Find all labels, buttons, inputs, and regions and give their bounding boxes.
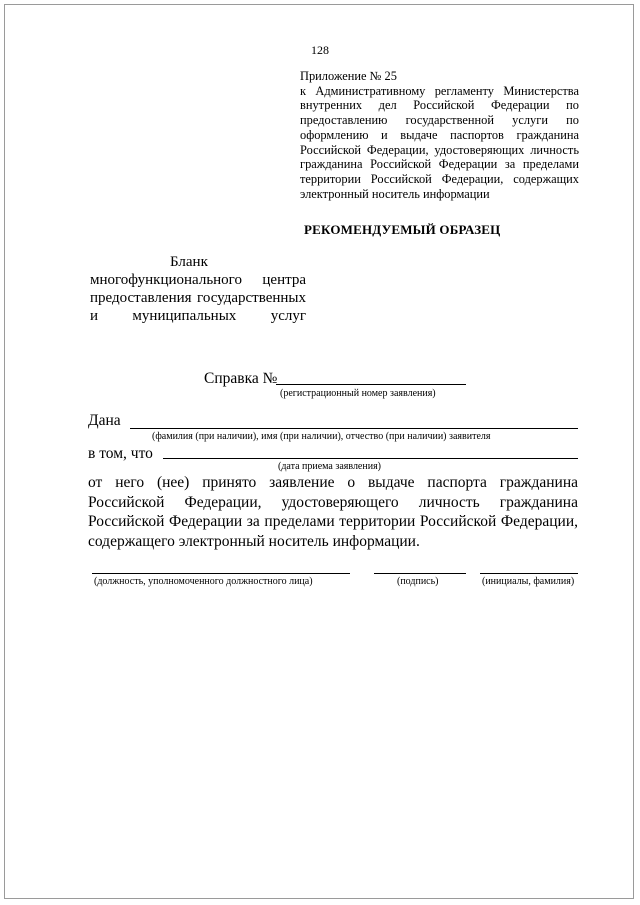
official-position-field[interactable]: [92, 573, 350, 574]
signature-caption: (подпись): [397, 576, 439, 587]
certificate-number-field[interactable]: [276, 384, 466, 385]
issued-to-label: Дана: [88, 412, 121, 429]
form-header-line1: Бланк: [170, 254, 208, 270]
initials-caption: (инициалы, фамилия): [482, 576, 575, 587]
sample-label: РЕКОМЕНДУЕМЫЙ ОБРАЗЕЦ: [304, 222, 501, 237]
initials-field[interactable]: [480, 573, 578, 574]
body-text: от него (нее) принято заявление о выдаче паспорта гражданина Российской Федерации, удостоверяющего личность гражданина Российской Федерации за пределами территории Российской Федерации, содержащего электронный носитель информации.: [88, 474, 578, 550]
appendix-title: Приложение № 25: [300, 69, 397, 83]
applicant-name-field[interactable]: [130, 428, 578, 429]
applicant-name-caption: (фамилия (при наличии), имя (при наличии), отчество (при наличии) заявителя: [152, 431, 491, 442]
fact-label: в том, что: [88, 445, 153, 462]
form-header-line4: и муниципальных услуг: [90, 308, 306, 324]
official-position-caption: (должность, уполномоченного должностного лица): [94, 576, 313, 587]
application-date-field[interactable]: [163, 458, 578, 459]
appendix-block: [300, 69, 579, 201]
certificate-number-caption: (регистрационный номер заявления): [280, 388, 436, 399]
form-header-line2: многофункционального центра: [90, 272, 306, 288]
form-header: [90, 253, 306, 325]
form-header-line3: предоставления государственных: [90, 290, 306, 306]
signature-field[interactable]: [374, 573, 466, 574]
page-number: 128: [311, 43, 329, 57]
certificate-label: Справка №: [204, 370, 278, 387]
application-date-caption: (дата приема заявления): [278, 461, 382, 472]
appendix-text: к Административному регламенту Министерства внутренних дел Российской Федерации по предоставлению государственной услуги по оформлению и выдаче паспортов гражданина Российской Федерации, удостоверяющих личность гражданина Российской Федерации за пределами территории Российской Федерации, содержащих электронный носитель информации: [300, 83, 579, 201]
